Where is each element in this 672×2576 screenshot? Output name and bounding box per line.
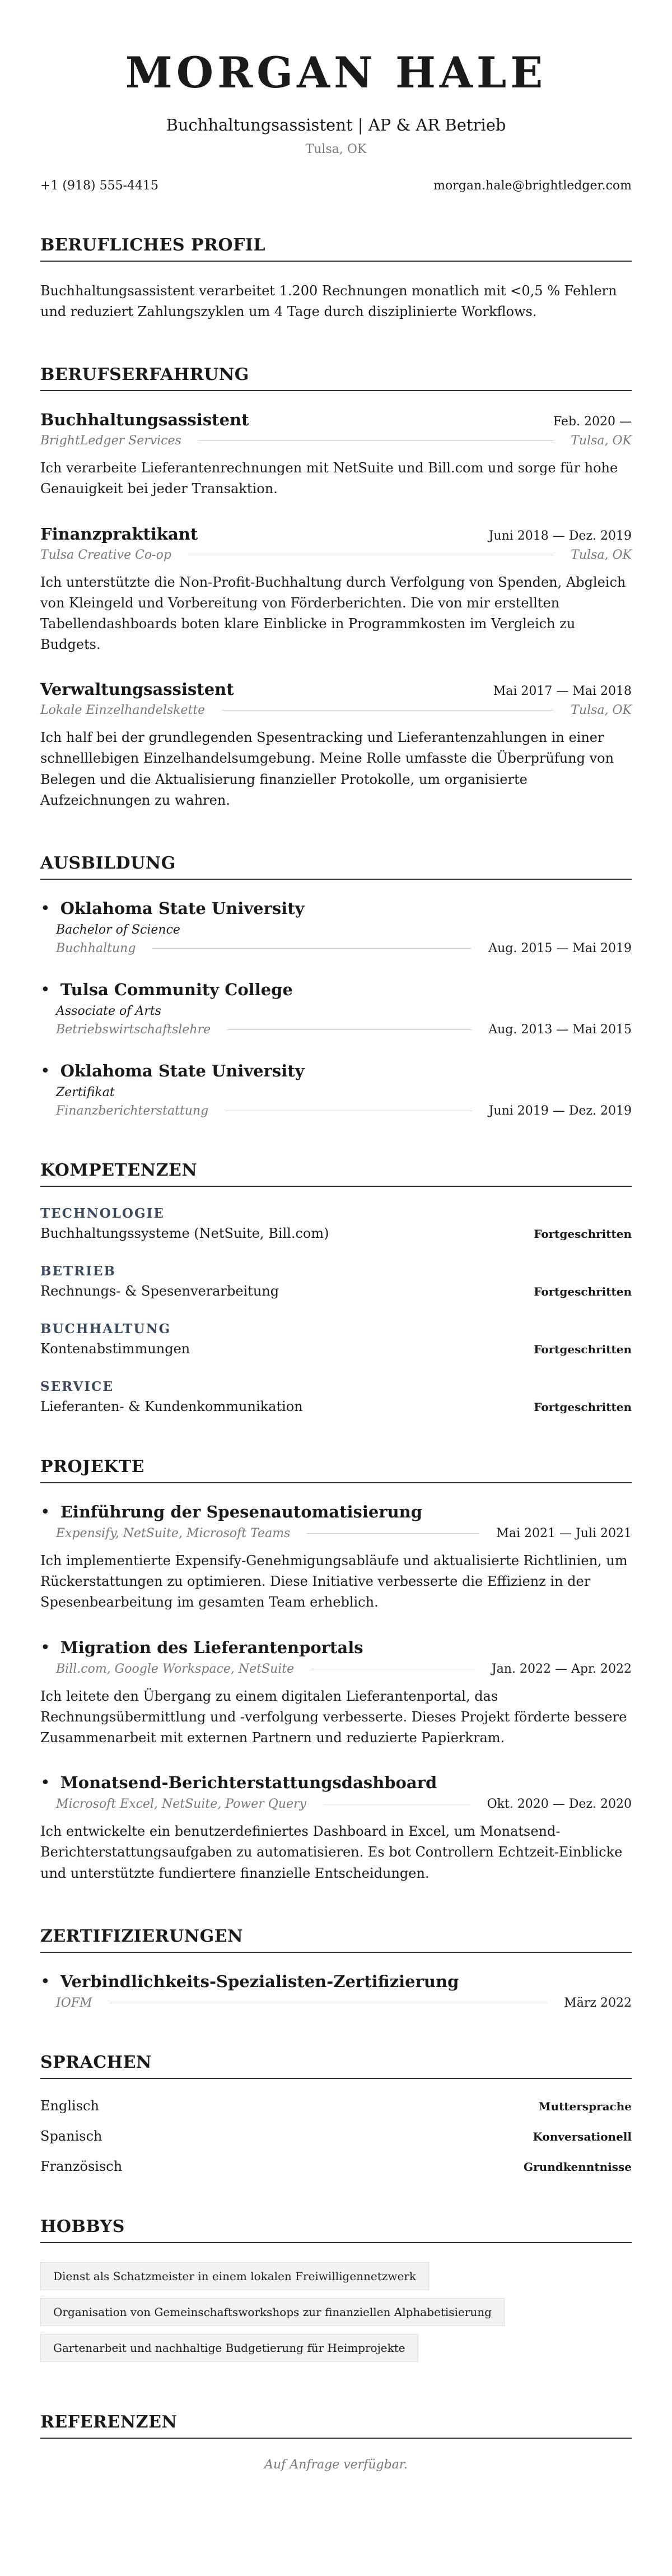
project-date: Okt. 2020 — Dez. 2020 — [487, 1797, 632, 1812]
section-title: ZERTIFIZIERUNGEN — [40, 1927, 632, 1953]
skill-category: BUCHHALTUNG — [40, 1321, 171, 1337]
skill-level: Fortgeschritten — [534, 1343, 632, 1357]
skill-entry — [40, 1379, 632, 1414]
project-description: Ich entwickelte ein benutzerdefiniertes Dashboard in Excel, um Monatsend-Berichterstattungsaufgaben zu automatisieren. Es bot Controllern Echtzeit-Einblicke und unterstützte fundiertere finanzielle Entscheidungen. — [40, 1823, 623, 1881]
leader-line — [222, 710, 554, 711]
project-entry — [40, 1773, 632, 1884]
degree: Bachelor of Science — [56, 923, 180, 937]
company-name: Lokale Einzelhandelskette — [40, 703, 206, 718]
field-of-study: Buchhaltung — [56, 941, 136, 956]
candidate-name: MORGAN HALE — [125, 48, 547, 98]
project-date: Mai 2021 — Juli 2021 — [496, 1526, 632, 1541]
project-tools: Expensify, NetSuite, Microsoft Teams — [56, 1526, 291, 1541]
job-description: Ich half bei der grundlegenden Spesentracking und Lieferantenzahlungen in einer schnelllebigen Einzelhandelsumgebung. Meine Rolle umfasste die Überprüfung von Belegen und die Aktualisierung finanzieller Protokolle, um organisierte Aufzeichnungen zu wahren. — [40, 730, 614, 808]
certifications-section — [40, 1927, 632, 2010]
leader-line — [198, 440, 554, 441]
project-description: Ich implementierte Expensify-Genehmigungsabläufe und aktualisierte Richtlinien, um Rückerstattungen zu optimieren. Diese Initiative verbesserte die Effizienz in der Spesenbearbeitung im gesamten Team erheblich. — [40, 1553, 628, 1610]
leader-line — [307, 1533, 479, 1534]
skill-level: Fortgeschritten — [534, 1285, 632, 1299]
job-role: Buchhaltungsassistent — [40, 410, 249, 430]
section-title: BERUFSERFAHRUNG — [40, 365, 632, 391]
job-date: Mai 2017 — Mai 2018 — [493, 684, 632, 699]
job-location: Tulsa, OK — [571, 547, 632, 562]
degree: Associate of Arts — [56, 1004, 161, 1019]
certification-date: März 2022 — [564, 1995, 632, 2010]
language-name: Spanisch — [40, 2128, 102, 2144]
section-title: AUSBILDUNG — [40, 853, 632, 880]
language-level: Grundkenntnisse — [524, 2160, 632, 2174]
leader-line — [152, 948, 472, 949]
languages-section — [40, 2053, 632, 2174]
leader-line — [227, 1029, 472, 1030]
job-date: Juni 2018 — Dez. 2019 — [488, 528, 632, 543]
skill-name: Buchhaltungssysteme (NetSuite, Bill.com) — [40, 1226, 329, 1242]
language-entry — [40, 2159, 632, 2174]
language-entry — [40, 2098, 632, 2114]
section-title: BERUFLICHES PROFIL — [40, 235, 632, 262]
company-name: BrightLedger Services — [40, 434, 181, 448]
job-role: Finanzpraktikant — [40, 524, 198, 544]
bullet-icon: • — [40, 1061, 50, 1082]
degree: Zertifikat — [56, 1085, 115, 1100]
field-of-study: Betriebswirtschaftslehre — [56, 1023, 211, 1037]
school-name: Tulsa Community College — [60, 980, 293, 1000]
education-date: Aug. 2013 — Mai 2015 — [488, 1023, 632, 1037]
skill-category: BETRIEB — [40, 1264, 116, 1279]
skill-category: TECHNOLOGIE — [40, 1206, 165, 1222]
experience-section — [40, 365, 632, 811]
projects-section — [40, 1457, 632, 1884]
language-name: Französisch — [40, 2158, 123, 2174]
certification-issuer: IOFM — [56, 1995, 92, 2010]
school-name: Oklahoma State University — [60, 899, 305, 918]
skill-entry — [40, 1264, 632, 1299]
skill-name: Rechnungs- & Spesenverarbeitung — [40, 1283, 279, 1299]
header-location: Tulsa, OK — [305, 142, 367, 156]
hobbies-section — [40, 2217, 632, 2370]
section-title: KOMPETENZEN — [40, 1161, 632, 1187]
job-date: Feb. 2020 — — [553, 415, 632, 429]
skill-entry — [40, 1321, 632, 1357]
skills-section — [40, 1161, 632, 1414]
education-entry — [40, 899, 632, 955]
bullet-icon: • — [40, 1971, 50, 1992]
section-title: HOBBYS — [40, 2217, 632, 2243]
project-date: Jan. 2022 — Apr. 2022 — [491, 1661, 632, 1676]
phone-number[interactable]: +1 (918) 555-4415 — [40, 178, 158, 193]
certification-entry — [40, 1972, 632, 2010]
language-level: Muttersprache — [538, 2099, 632, 2113]
project-tools: Microsoft Excel, NetSuite, Power Query — [56, 1797, 306, 1812]
references-text: Auf Anfrage verfügbar. — [264, 2457, 408, 2472]
skill-level: Fortgeschritten — [534, 1400, 632, 1414]
job-subtitle: Buchhaltungsassistent | AP & AR Betrieb — [166, 115, 506, 134]
skill-level: Fortgeschritten — [534, 1227, 632, 1241]
experience-entry — [40, 410, 632, 499]
project-name: Migration des Lieferantenportals — [60, 1637, 363, 1657]
job-location: Tulsa, OK — [571, 434, 632, 448]
experience-entry — [40, 680, 632, 811]
skill-entry — [40, 1206, 632, 1241]
references-section — [40, 2412, 632, 2472]
resume-header — [40, 50, 632, 156]
language-entry — [40, 2128, 632, 2144]
profile-text: Buchhaltungsassistent verarbeitet 1.200 Rechnungen monatlich mit <0,5 % Fehlern und reduziert Zahlungszyklen um 4 Tage durch disziplinierte Workflows. — [40, 282, 617, 319]
project-description: Ich leitete den Übergang zu einem digitalen Lieferantenportal, das Rechnungsübermittlung und -verfolgung verbesserte. Dieses Projekt förderte bessere Zusammenarbeit mit externen Partnern und reduzierte Papierkram. — [40, 1688, 627, 1746]
project-entry — [40, 1638, 632, 1749]
bullet-icon: • — [40, 1637, 50, 1658]
email-address[interactable]: morgan.hale@brightledger.com — [433, 178, 632, 193]
profile-section — [40, 235, 632, 322]
field-of-study: Finanzberichterstattung — [56, 1104, 209, 1118]
project-tools: Bill.com, Google Workspace, NetSuite — [56, 1661, 295, 1676]
bullet-icon: • — [40, 1773, 50, 1793]
project-entry — [40, 1502, 632, 1613]
job-location: Tulsa, OK — [571, 703, 632, 718]
skill-name: Lieferanten- & Kundenkommunikation — [40, 1399, 303, 1415]
education-entry — [40, 1061, 632, 1118]
bullet-icon: • — [40, 980, 50, 1000]
project-name: Einführung der Spesenautomatisierung — [60, 1502, 423, 1522]
language-level: Konversationell — [533, 2129, 632, 2143]
contact-row — [40, 179, 632, 193]
skill-category: SERVICE — [40, 1379, 114, 1395]
certification-name: Verbindlichkeits-Spezialisten-Zertifizierung — [60, 1971, 459, 1991]
hobby-tag: Gartenarbeit und nachhaltige Budgetierung für Heimprojekte — [40, 2334, 418, 2362]
resume-page — [40, 0, 632, 2505]
job-description: Ich unterstützte die Non-Profit-Buchhaltung durch Verfolgung von Spenden, Abgleich von Kleingeld und Vorbereitung von Förderberichten. Die von mir erstellten Tabellendashboards boten klare Einblicke in Programmkosten im Vergleich zu Budgets. — [40, 574, 626, 653]
experience-entry — [40, 525, 632, 656]
section-title: PROJEKTE — [40, 1457, 632, 1483]
education-date: Aug. 2015 — Mai 2019 — [488, 941, 632, 956]
education-date: Juni 2019 — Dez. 2019 — [488, 1104, 632, 1118]
project-name: Monatsend-Berichterstattungsdashboard — [60, 1773, 437, 1793]
school-name: Oklahoma State University — [60, 1061, 305, 1081]
job-description: Ich verarbeite Lieferantenrechnungen mit NetSuite und Bill.com und sorge für hohe Genauigkeit bei jeder Transaktion. — [40, 460, 618, 497]
bullet-icon: • — [40, 899, 50, 919]
hobby-tag: Dienst als Schatzmeister in einem lokalen Freiwilligennetzwerk — [40, 2262, 429, 2290]
education-section — [40, 853, 632, 1118]
job-role: Verwaltungsassistent — [40, 680, 234, 699]
education-entry — [40, 980, 632, 1037]
hobby-tag: Organisation von Gemeinschaftsworkshops zur finanziellen Alphabetisierung — [40, 2298, 505, 2326]
language-name: Englisch — [40, 2097, 99, 2114]
company-name: Tulsa Creative Co-op — [40, 547, 171, 562]
bullet-icon: • — [40, 1502, 50, 1523]
section-title: SPRACHEN — [40, 2053, 632, 2079]
skill-name: Kontenabstimmungen — [40, 1341, 190, 1357]
section-title: REFERENZEN — [40, 2412, 632, 2439]
